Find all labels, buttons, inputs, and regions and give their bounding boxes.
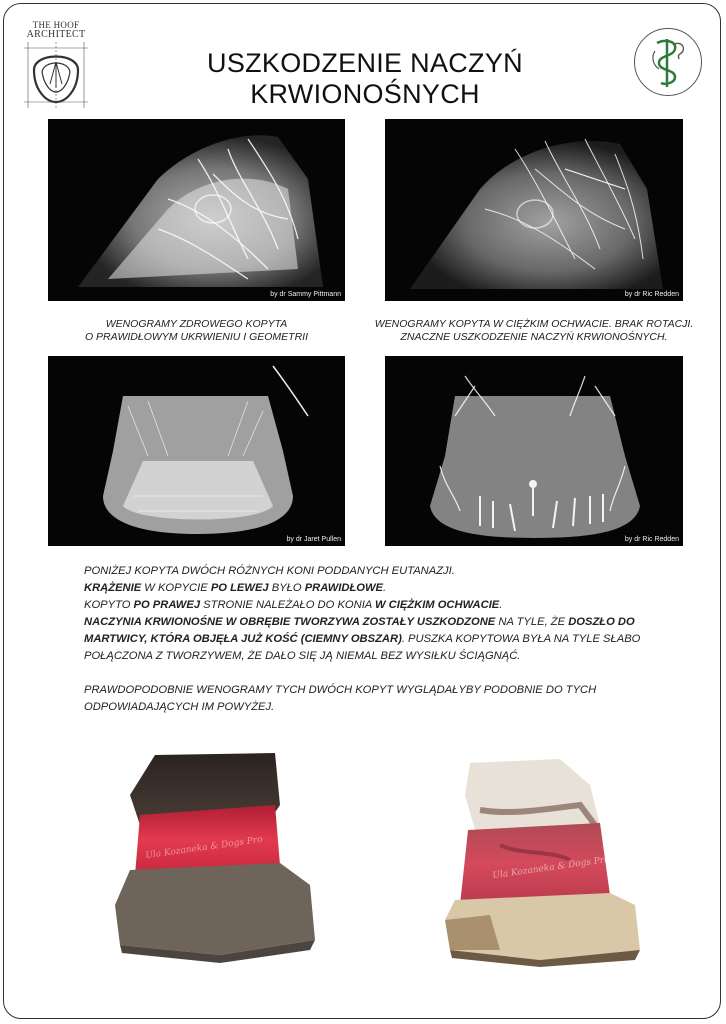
photo-watermark: Ula Kozaneka & Dogs Pro bbox=[491, 854, 611, 882]
veterinary-logo bbox=[634, 28, 702, 96]
paragraph-4: NACZYNIA KRWIONOŚNE W OBRĘBIE TWORZYWA ZOSTAŁY USZKODZONE NA TYLE, ŻE DOSZŁO DO MARTWICY, KTÓRA OBJĘŁA JUŻ KOŚĆ (CIEMNY OBSZAR). PUSZKA KOPYTOWA BYŁA NA TYLE SŁABO POŁĄCZONA Z TWORZYWEM, ŻE DAŁO SIĘ JĄ NIEMAL BEZ WYSIŁKU ŚCIĄGNĄĆ. bbox=[84, 616, 641, 662]
caption-right bbox=[355, 318, 713, 344]
venogram-laminitis-frontal bbox=[385, 356, 683, 546]
caption-left-line1: WENOGRAMY ZDROWEGO KOPYTA bbox=[105, 318, 288, 330]
paragraph-2: KRĄŻENIE W KOPYCIE PO LEWEJ BYŁO PRAWIDŁOWE. bbox=[84, 582, 387, 594]
caption-left bbox=[48, 318, 345, 344]
image-credit: by dr Ric Redden bbox=[624, 536, 679, 543]
photo-watermark: Ula Kozaneka & Dogs Pro bbox=[144, 834, 264, 862]
caduceus-horse-icon bbox=[635, 29, 700, 94]
caption-right-line2: ZNACZNE USZKODZENIE NACZYŃ KRWIONOŚNYCH. bbox=[400, 331, 668, 343]
description-text bbox=[84, 563, 684, 716]
hoof-architect-logo bbox=[22, 20, 90, 110]
logo-text-line1: THE HOOF bbox=[32, 20, 80, 30]
venogram-healthy-frontal bbox=[48, 356, 345, 546]
hoof-outline-icon bbox=[22, 40, 90, 110]
image-credit: by dr Ric Redden bbox=[624, 291, 679, 298]
caption-right-line1: WENOGRAMY KOPYTA W CIĘŻKIM OCHWACIE. BRAK ROTACJI. bbox=[374, 318, 694, 330]
page-title: USZKODZENIE NACZYŃ KRWIONOŚNYCH bbox=[207, 48, 523, 109]
hoof-photo-healthy bbox=[100, 745, 330, 985]
hoof-photo-laminitis bbox=[430, 755, 660, 980]
caption-left-line2: O PRAWIDŁOWYM UKRWIENIU I GEOMETRII bbox=[84, 331, 309, 343]
venogram-laminitis-lateral bbox=[385, 119, 683, 301]
image-credit: by dr Sammy Pittmann bbox=[270, 291, 341, 298]
paragraph-5: PRAWDOPODOBNIE WENOGRAMY TYCH DWÓCH KOPYT WYGLĄDAŁYBY PODOBNIE DO TYCH ODPOWIADAJĄCYCH IM POWYŻEJ. bbox=[84, 684, 597, 713]
logo-text-line2: ARCHITECT bbox=[26, 29, 86, 40]
paragraph-1: PONIŻEJ KOPYTA DWÓCH RÓŻNYCH KONI PODDANYCH EUTANAZJI. bbox=[84, 565, 455, 577]
paragraph-3: KOPYTO PO PRAWEJ STRONIE NALEŻAŁO DO KONIA W CIĘŻKIM OCHWACIE. bbox=[84, 599, 503, 611]
venogram-healthy-lateral bbox=[48, 119, 345, 301]
image-credit: by dr Jaret Pullen bbox=[286, 536, 341, 543]
